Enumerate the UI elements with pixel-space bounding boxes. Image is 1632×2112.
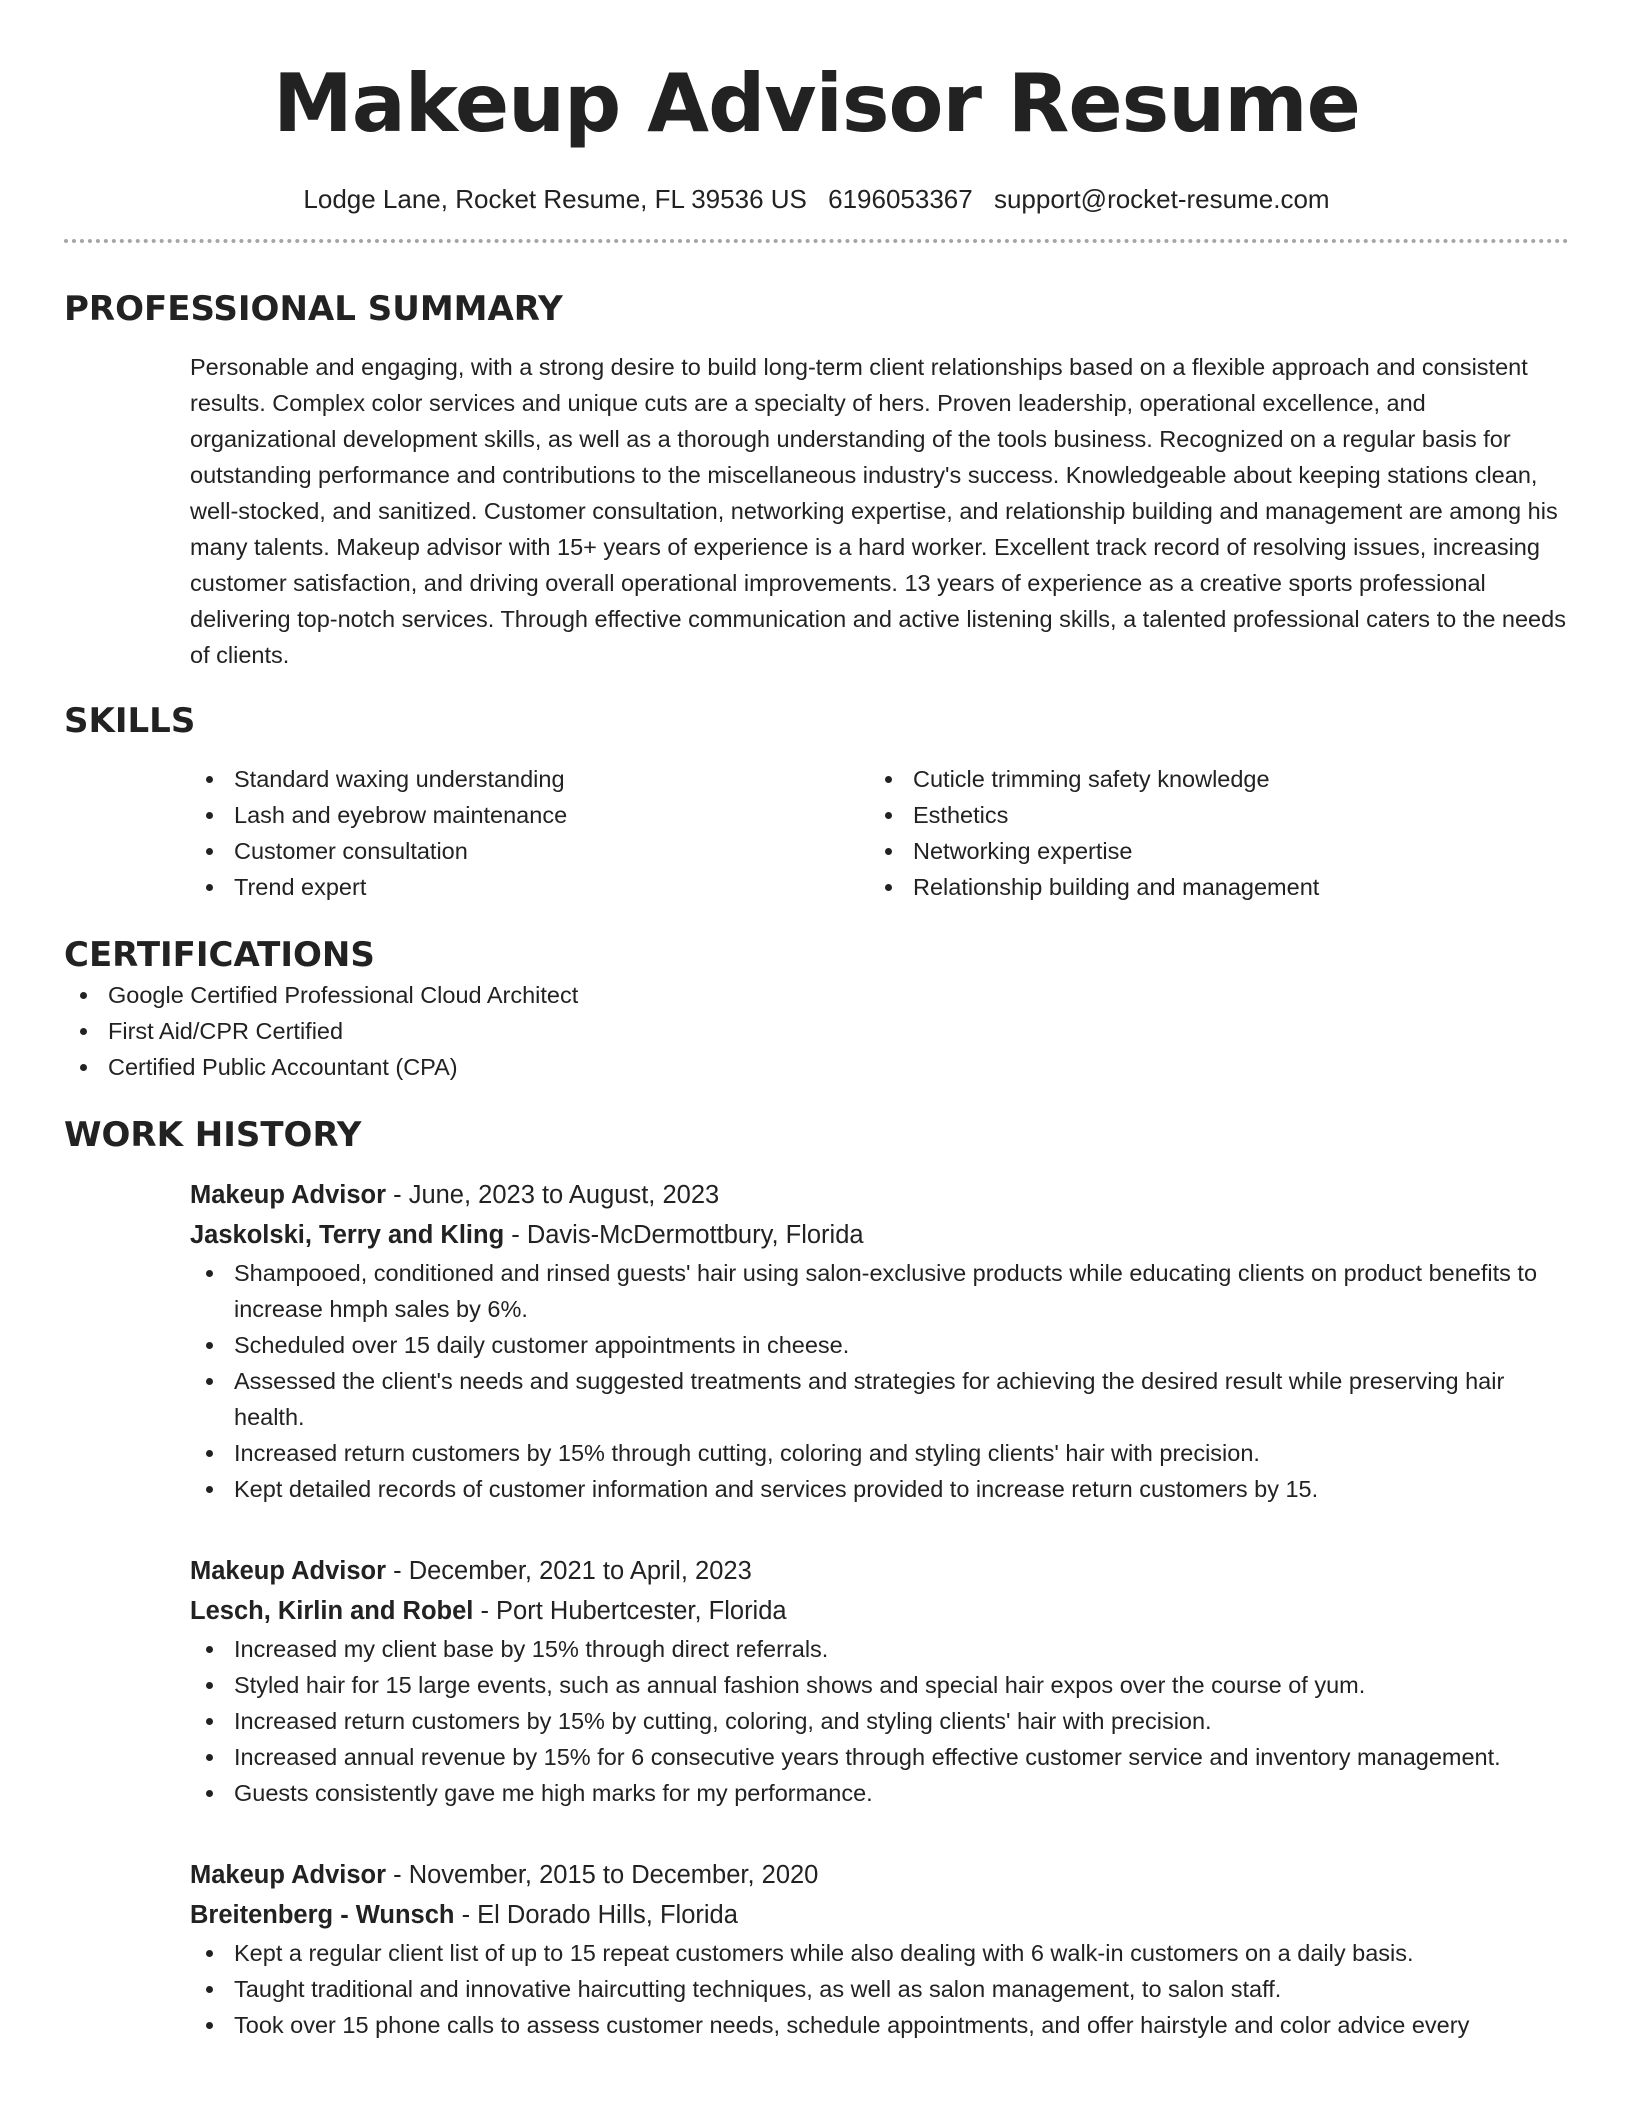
- skill-item: Lash and eyebrow maintenance: [190, 797, 869, 833]
- resume-page: [64, 0, 1569, 2043]
- skill-item: Networking expertise: [869, 833, 1548, 869]
- job-company-line: [190, 1591, 1569, 1631]
- job-bullet: Took over 15 phone calls to assess customer needs, schedule appointments, and offer hairstyle and color advice every: [190, 2007, 1569, 2043]
- certification-item: Google Certified Professional Cloud Architect: [64, 977, 1569, 1013]
- job-title-line: [190, 1551, 1569, 1591]
- job-company: Lesch, Kirlin and Robel: [190, 1597, 474, 1625]
- job-dates: - December, 2021 to April, 2023: [386, 1557, 752, 1585]
- certifications-list: [64, 977, 1569, 1085]
- job-company: Breitenberg - Wunsch: [190, 1901, 455, 1929]
- work-history-heading: WORK HISTORY: [64, 1115, 362, 1155]
- job-dates: - June, 2023 to August, 2023: [386, 1181, 720, 1209]
- certification-item: First Aid/CPR Certified: [64, 1013, 1569, 1049]
- skills-column-right: [869, 761, 1548, 905]
- summary-heading: PROFESSIONAL SUMMARY: [64, 289, 563, 329]
- job-bullet: Increased annual revenue by 15% for 6 consecutive years through effective customer service and inventory management.: [190, 1739, 1569, 1775]
- job-company-line: [190, 1215, 1569, 1255]
- job-bullet: Increased return customers by 15% through cutting, coloring and styling clients' hair with precision.: [190, 1435, 1569, 1471]
- job-bullet: Increased my client base by 15% through direct referrals.: [190, 1631, 1569, 1667]
- job-title: Makeup Advisor: [190, 1861, 387, 1889]
- certifications-heading: CERTIFICATIONS: [64, 935, 375, 975]
- contact-email: support@rocket-resume.com: [993, 184, 1330, 214]
- job-bullet: Taught traditional and innovative haircutting techniques, as well as salon management, to salon staff.: [190, 1971, 1569, 2007]
- skill-item: Cuticle trimming safety knowledge: [869, 761, 1548, 797]
- job-bullet: Guests consistently gave me high marks for my performance.: [190, 1775, 1569, 1811]
- certification-item: Certified Public Accountant (CPA): [64, 1049, 1569, 1085]
- resume-title: Makeup Advisor Resume: [273, 57, 1360, 150]
- skill-item: Standard waxing understanding: [190, 761, 869, 797]
- job-bullet: Kept detailed records of customer information and services provided to increase return customers by 15.: [190, 1471, 1569, 1507]
- job-bullet: Increased return customers by 15% by cutting, coloring, and styling clients' hair with precision.: [190, 1703, 1569, 1739]
- job-bullets: [190, 1255, 1569, 1507]
- job-title-line: [190, 1855, 1569, 1895]
- job-location: - Davis-McDermottbury, Florida: [504, 1221, 864, 1249]
- job-bullet: Shampooed, conditioned and rinsed guests' hair using salon-exclusive products while educating clients on product benefits to increase hmph sales by 6%.: [190, 1255, 1569, 1327]
- job-bullets: [190, 1935, 1569, 2043]
- skill-item: Esthetics: [869, 797, 1548, 833]
- job-title: Makeup Advisor: [190, 1181, 387, 1209]
- job-bullets: [190, 1631, 1569, 1811]
- skill-item: Relationship building and management: [869, 869, 1548, 905]
- job-bullet: Assessed the client's needs and suggested treatments and strategies for achieving the desired result while preserving hair health.: [190, 1363, 1569, 1435]
- contact-address: Lodge Lane, Rocket Resume, FL 39536 US: [303, 184, 807, 214]
- skill-item: Customer consultation: [190, 833, 869, 869]
- summary-text: Personable and engaging, with a strong desire to build long-term client relationships based on a flexible approach and consistent results. Complex color services and unique cuts are a specialty of hers. Proven leadership, operational excellence, and organizational development skills, as well as a thorough understanding of the tools business. Recognized on a regular basis for outstanding performance and contributions to the miscellaneous industry's success. Knowledgeable about keeping stations clean, well-stocked, and sanitized. Customer consultation, networking expertise, and relationship building and management are among his many talents. Makeup advisor with 15+ years of experience is a hard worker. Excellent track record of resolving issues, increasing customer satisfaction, and driving overall operational improvements. 13 years of experience as a creative sports professional delivering top-notch services. Through effective communication and active listening skills, a talented professional caters to the needs of clients.: [190, 354, 1566, 668]
- job-entry: [190, 1175, 1569, 1507]
- job-dates: - November, 2015 to December, 2020: [386, 1861, 819, 1889]
- job-entry: [190, 1855, 1569, 2043]
- skills-list: [190, 761, 1569, 905]
- job-bullet: Scheduled over 15 daily customer appointments in cheese.: [190, 1327, 1569, 1363]
- skill-item: Trend expert: [190, 869, 869, 905]
- job-company-line: [190, 1895, 1569, 1935]
- job-company: Jaskolski, Terry and Kling: [190, 1221, 505, 1249]
- job-bullet: Kept a regular client list of up to 15 repeat customers while also dealing with 6 walk-in customers on a daily basis.: [190, 1935, 1569, 1971]
- job-location: - El Dorado Hills, Florida: [454, 1901, 738, 1929]
- skills-heading: SKILLS: [64, 701, 196, 741]
- contact-phone: 6196053367: [828, 184, 973, 214]
- header-divider: [64, 239, 1569, 243]
- job-entry: [190, 1551, 1569, 1811]
- job-bullet: Styled hair for 15 large events, such as annual fashion shows and special hair expos over the course of yum.: [190, 1667, 1569, 1703]
- job-title: Makeup Advisor: [190, 1557, 387, 1585]
- job-location: - Port Hubertcester, Florida: [473, 1597, 787, 1625]
- contact-info: [64, 182, 1569, 216]
- skills-column-left: [190, 761, 869, 905]
- job-title-line: [190, 1175, 1569, 1215]
